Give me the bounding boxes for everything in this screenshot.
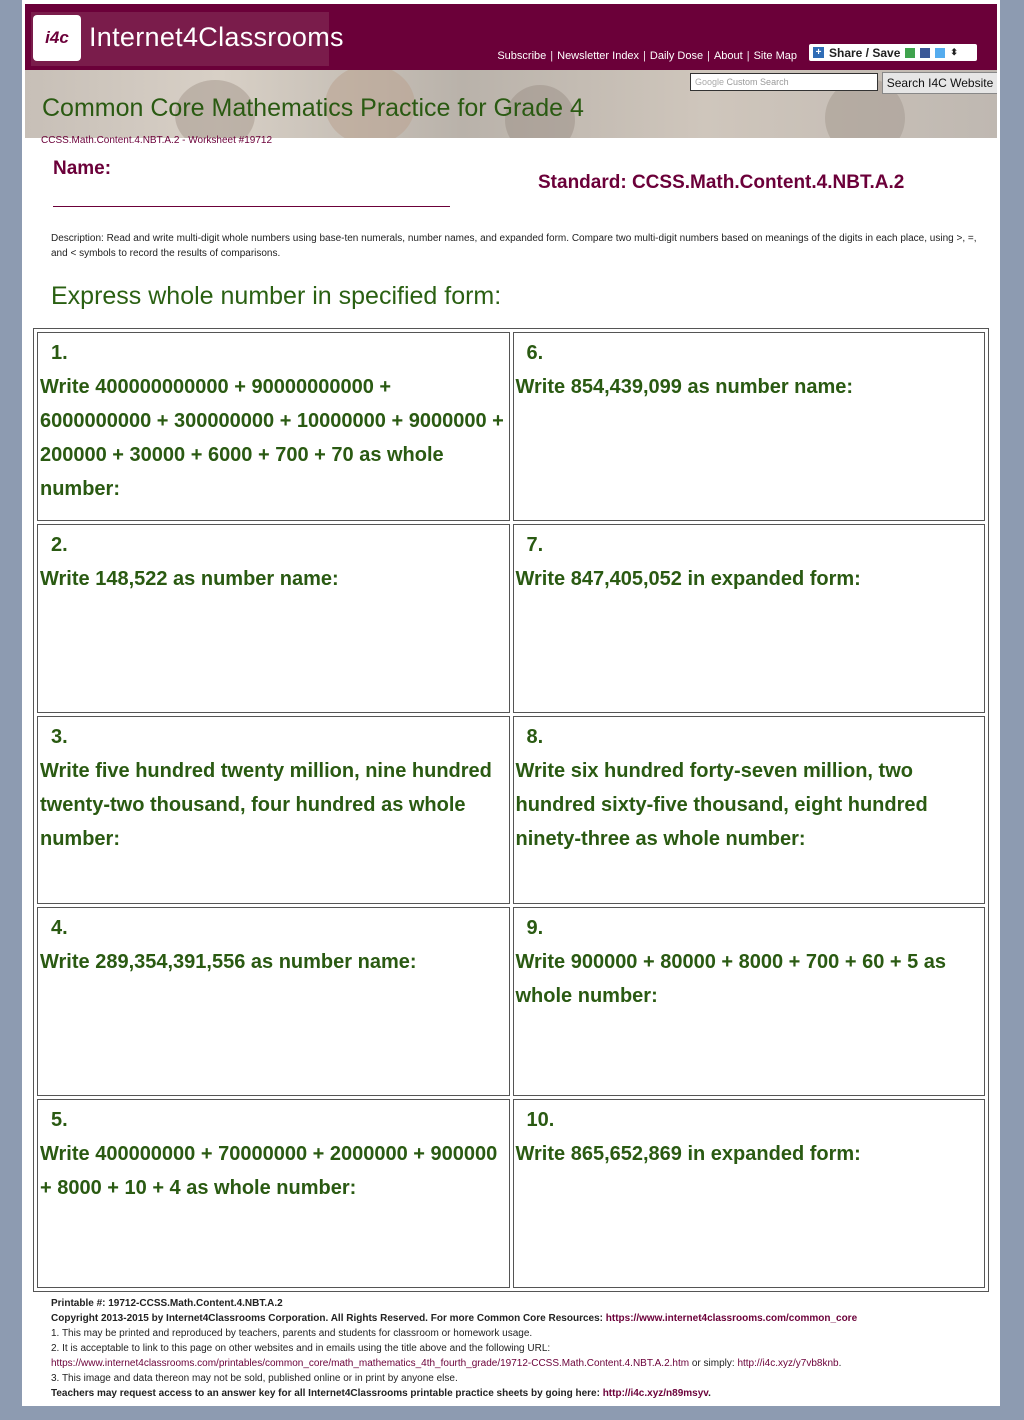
- nav-daily-dose[interactable]: Daily Dose: [649, 50, 704, 62]
- question-text: Write six hundred forty-seven million, two hundred sixty-five thousand, eight hundred ninety-three as whole number:: [515, 759, 928, 850]
- copyright: [51, 1311, 991, 1326]
- section-title: Express whole number in specified form:: [51, 282, 502, 310]
- logo-badge: i4c: [33, 15, 81, 61]
- page: [22, 0, 1000, 1406]
- name-line: [53, 206, 450, 207]
- note-2-end: .: [838, 1358, 842, 1369]
- top-nav: Subscribe | Newsletter Index | Daily Dose | About | Site Map: [497, 50, 797, 62]
- search-input[interactable]: [690, 73, 878, 91]
- answer-key-note: [51, 1386, 991, 1401]
- short-url-link[interactable]: http://i4c.xyz/y7vb8knb: [737, 1358, 839, 1369]
- answer-key-text: Teachers may request access to an answer key for all Internet4Classrooms printable practice sheets by going here:: [51, 1388, 600, 1399]
- description: Description: Read and write multi-digit whole numbers using base-ten numerals, number names, and expanded form. Compare two multi-digit numbers based on meanings of the digits in each place, using >, =, and < symbols to record the results of comparisons.: [51, 233, 977, 259]
- page-title: Common Core Mathematics Practice for Grade 4: [42, 94, 584, 122]
- question-text: Write five hundred twenty million, nine hundred twenty-two thousand, four hundred as whole number:: [40, 759, 492, 850]
- share-dropdown-icon: ⬍: [950, 47, 958, 57]
- share-plus-icon: +: [813, 47, 824, 58]
- twitter-share-icon: [935, 48, 945, 58]
- name-label: Name:: [53, 158, 112, 179]
- banner: [25, 70, 997, 138]
- nav-newsletter-index[interactable]: Newsletter Index: [557, 50, 640, 62]
- question-cell: [37, 907, 510, 1096]
- footer: [51, 1296, 991, 1401]
- question-text: Write 847,405,052 in expanded form:: [515, 567, 861, 590]
- question-cell: [513, 1099, 986, 1288]
- site-header: [25, 4, 997, 70]
- question-cell: [37, 1099, 510, 1288]
- share-save-button[interactable]: [809, 44, 977, 61]
- question-number: 8.: [526, 725, 544, 748]
- note-2: 2. It is acceptable to link to this page on other websites and in emails using the title above and the following URL:: [51, 1343, 551, 1354]
- question-cell: [37, 524, 510, 713]
- standard-label: Standard: CCSS.Math.Content.4.NBT.A.2: [538, 172, 905, 193]
- question-number: 7.: [526, 533, 544, 556]
- google-logo: Google: [695, 77, 725, 87]
- question-text: Write 854,439,099 as number name:: [515, 376, 854, 398]
- question-number: 5.: [51, 1109, 68, 1132]
- note-1: 1. This may be printed and reproduced by teachers, parents and students for classroom or homework usage.: [51, 1328, 533, 1339]
- question-number: 10.: [526, 1109, 555, 1132]
- site-logo[interactable]: [31, 12, 344, 66]
- question-number: 9.: [526, 917, 544, 940]
- question-number: 3.: [51, 725, 68, 748]
- worksheet-url-link[interactable]: https://www.internet4classrooms.com/printables/common_core/math_mathematics_4th_fourth_grade/19712-CCSS.Math.Content.4.NBT.A.2.htm: [51, 1358, 690, 1369]
- printable-id: Printable #: 19712-CCSS.Math.Content.4.NBT.A.2: [51, 1298, 283, 1309]
- question-cell: [513, 907, 986, 1096]
- facebook-share-icon: [920, 48, 930, 58]
- nav-about[interactable]: About: [713, 50, 743, 62]
- question-text: Write 400000000000 + 90000000000 + 6000000000 + 300000000 + 10000000 + 9000000 + 200000 + 30000 + 6000 + 700 + 70 as whole number:: [40, 376, 504, 500]
- question-number: 4.: [51, 917, 68, 940]
- question-cell: [513, 716, 986, 905]
- search-button[interactable]: Search I4C Website: [882, 72, 997, 94]
- question-number: 6.: [526, 342, 544, 364]
- question-cell: [37, 332, 510, 521]
- question-number: 2.: [51, 533, 68, 556]
- question-number: 1.: [51, 342, 68, 364]
- note-2-or: or simply:: [689, 1358, 738, 1369]
- question-cell: [513, 524, 986, 713]
- question-text: Write 865,652,869 in expanded form:: [515, 1143, 861, 1166]
- question-text: Write 400000000 + 70000000 + 2000000 + 900000 + 8000 + 10 + 4 as whole number:: [40, 1143, 498, 1200]
- logo-text: Internet4Classrooms: [89, 22, 344, 52]
- question-grid: [33, 328, 989, 1292]
- worksheet-id: CCSS.Math.Content.4.NBT.A.2 - Worksheet #19712: [41, 135, 273, 146]
- nav-subscribe[interactable]: Subscribe: [497, 50, 547, 62]
- common-core-link[interactable]: https://www.internet4classrooms.com/common_core: [605, 1313, 858, 1324]
- question-text: Write 289,354,391,556 as number name:: [40, 951, 417, 974]
- email-share-icon: [905, 48, 915, 58]
- answer-key-link[interactable]: http://i4c.xyz/n89msyv: [602, 1388, 709, 1399]
- question-cell: [37, 716, 510, 905]
- search-placeholder: Custom Search: [726, 77, 789, 87]
- question-cell: [513, 332, 986, 521]
- nav-site-map[interactable]: Site Map: [753, 50, 797, 62]
- note-2-urls: [51, 1356, 991, 1371]
- note-3: 3. This image and data thereon may not be sold, published online or in print by anyone else.: [51, 1373, 458, 1384]
- question-text: Write 148,522 as number name:: [40, 567, 339, 590]
- copyright-text: Copyright 2013-2015 by Internet4Classrooms Corporation. All Rights Reserved. For more Common Core Resources:: [51, 1313, 603, 1324]
- share-label: Share / Save: [829, 45, 901, 60]
- question-text: Write 900000 + 80000 + 8000 + 700 + 60 + 5 as whole number:: [515, 951, 947, 1008]
- answer-key-end: .: [708, 1388, 711, 1399]
